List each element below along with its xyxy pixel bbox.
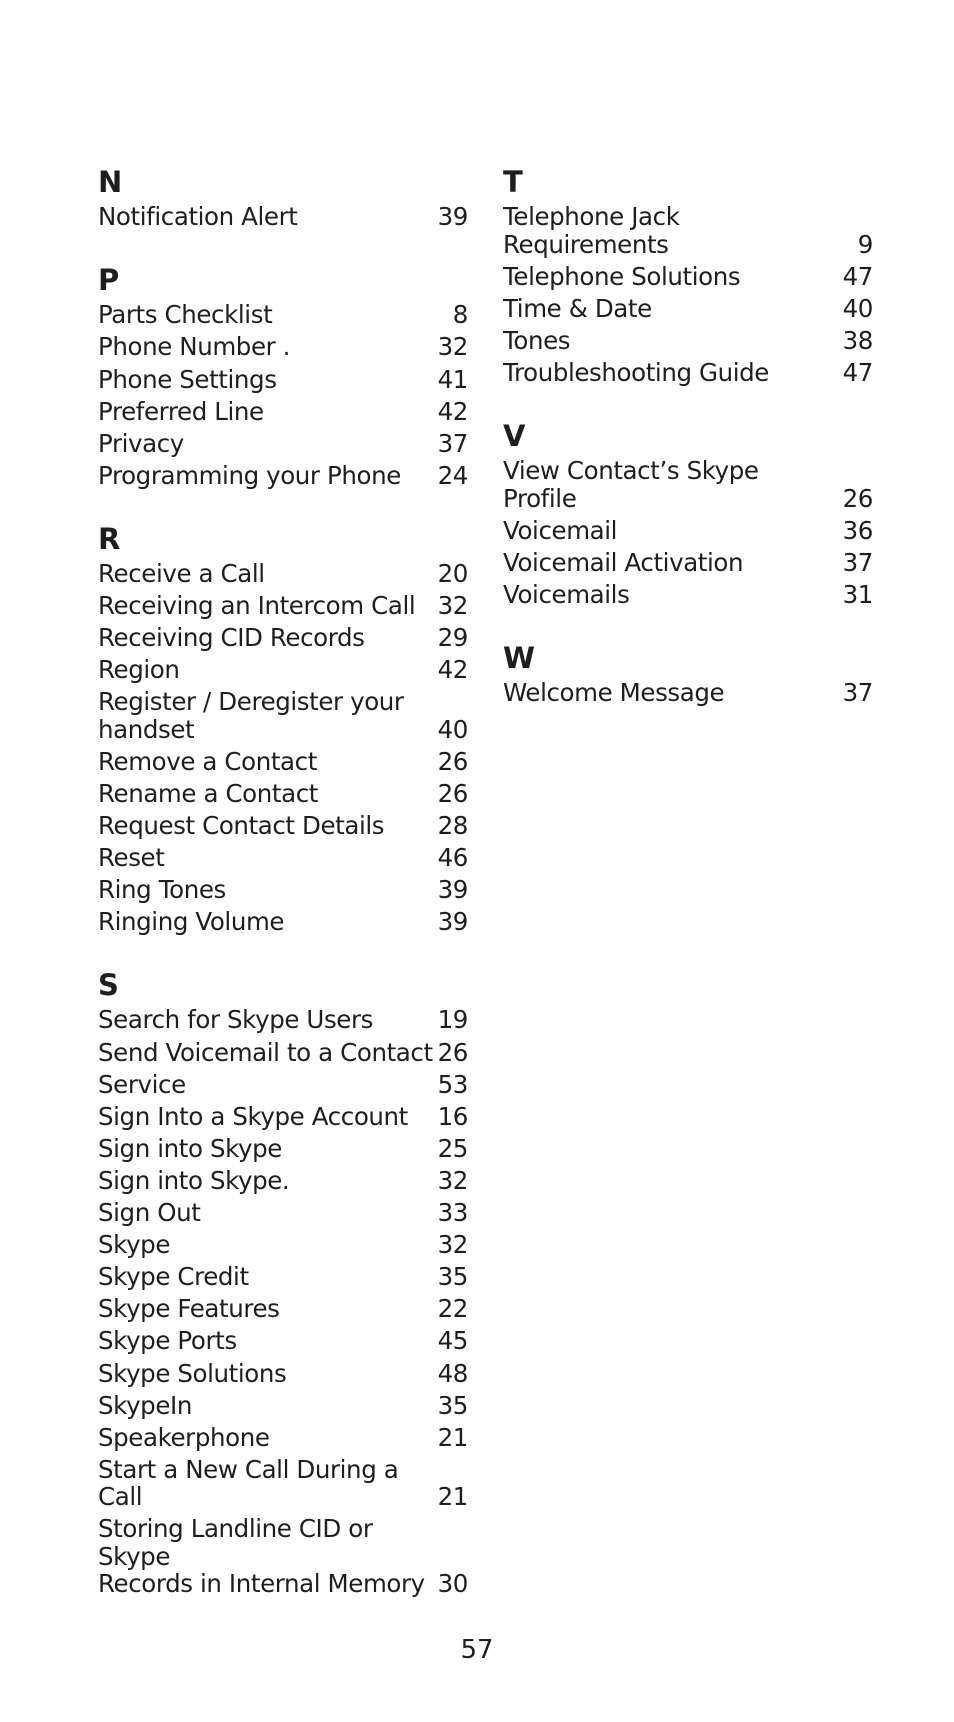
section-letter: P bbox=[98, 263, 120, 298]
section-letter: W bbox=[503, 640, 535, 675]
index-entry bbox=[503, 547, 873, 579]
index-entry bbox=[503, 677, 873, 709]
index-entry bbox=[98, 460, 468, 492]
index-entry bbox=[98, 1454, 468, 1514]
index-term: Speakerphone bbox=[98, 1422, 270, 1452]
index-section-n bbox=[98, 165, 468, 233]
index-term: Parts Checklist bbox=[98, 300, 273, 330]
index-term: Register / Deregister your handset bbox=[98, 687, 404, 744]
index-term: Start a New Call During a Call bbox=[98, 1454, 399, 1512]
index-entry bbox=[98, 1513, 468, 1600]
index-entry bbox=[98, 810, 468, 842]
index-page-ref: 40 bbox=[842, 293, 873, 323]
index-entry bbox=[98, 590, 468, 622]
index-section-t bbox=[503, 165, 873, 389]
index-term: Privacy bbox=[98, 428, 184, 458]
index-entry bbox=[98, 1133, 468, 1165]
index-page-ref: 9 bbox=[857, 229, 873, 259]
index-term: Time & Date bbox=[503, 293, 652, 323]
index-term: Troubleshooting Guide bbox=[503, 358, 769, 388]
index-term: Voicemails bbox=[503, 580, 630, 610]
index-column-left bbox=[98, 165, 468, 1630]
index-entry bbox=[503, 515, 873, 547]
index-section-r bbox=[98, 522, 468, 939]
index-section-s bbox=[98, 968, 468, 1600]
index-term: Service bbox=[98, 1069, 186, 1099]
index-page-ref: 26 bbox=[842, 483, 873, 513]
index-page-ref: 41 bbox=[437, 364, 468, 394]
index-page-ref: 36 bbox=[842, 515, 873, 545]
index-page-ref: 40 bbox=[437, 714, 468, 744]
index-page-ref: 8 bbox=[452, 300, 468, 330]
index-entry bbox=[98, 746, 468, 778]
index-term: Reset bbox=[98, 843, 165, 873]
index-page-ref: 21 bbox=[437, 1482, 468, 1512]
index-entry bbox=[503, 357, 873, 389]
index-term: Telephone Solutions bbox=[503, 261, 741, 291]
index-section-p bbox=[98, 263, 468, 492]
index-term: Preferred Line bbox=[98, 396, 264, 426]
index-page-ref: 32 bbox=[437, 591, 468, 621]
index-term: Remove a Contact bbox=[98, 746, 317, 776]
section-letter: N bbox=[98, 165, 123, 199]
index-term: Rename a Contact bbox=[98, 779, 318, 809]
index-entry bbox=[98, 842, 468, 874]
index-term: Voicemail bbox=[503, 515, 618, 545]
index-page-ref: 46 bbox=[437, 843, 468, 873]
index-term: Sign Out bbox=[98, 1198, 201, 1228]
index-page-ref: 32 bbox=[437, 332, 468, 362]
index-entry bbox=[503, 325, 873, 357]
index-term: SkypeIn bbox=[98, 1390, 192, 1420]
index-entry bbox=[98, 1421, 468, 1453]
index-page-ref: 26 bbox=[437, 746, 468, 776]
index-term: Receiving CID Records bbox=[98, 623, 365, 653]
index-entry bbox=[98, 299, 468, 331]
index-term: Voicemail Activation bbox=[503, 547, 744, 577]
index-term: Send Voicemail to a Contact bbox=[98, 1037, 433, 1067]
index-page-ref: 32 bbox=[437, 1165, 468, 1195]
index-term: Sign Into a Skype Account bbox=[98, 1101, 408, 1131]
index-page-ref: 24 bbox=[437, 460, 468, 490]
index-page-ref: 38 bbox=[842, 326, 873, 356]
index-page-ref: 31 bbox=[842, 580, 873, 610]
index-entry bbox=[98, 1229, 468, 1261]
index-page-ref: 20 bbox=[437, 558, 468, 588]
index-page-ref: 33 bbox=[437, 1198, 468, 1228]
index-term: Receive a Call bbox=[98, 558, 265, 588]
index-entry bbox=[503, 293, 873, 325]
index-term: Skype Credit bbox=[98, 1262, 249, 1292]
index-term: Welcome Message bbox=[503, 678, 725, 708]
index-page-ref: 47 bbox=[842, 358, 873, 388]
index-term: Tones bbox=[503, 326, 571, 356]
index-term: Receiving an Intercom Call bbox=[98, 591, 416, 621]
index-entry bbox=[98, 1357, 468, 1389]
index-page-ref: 37 bbox=[437, 428, 468, 458]
index-term: Notification Alert bbox=[98, 202, 298, 232]
index-entry bbox=[98, 1004, 468, 1036]
index-page-ref: 19 bbox=[437, 1005, 468, 1035]
index-entry bbox=[98, 906, 468, 938]
index-term: Ring Tones bbox=[98, 875, 226, 905]
section-letter: T bbox=[503, 165, 523, 199]
index-page-ref: 45 bbox=[437, 1326, 468, 1356]
index-entry bbox=[98, 363, 468, 395]
index-page-ref: 32 bbox=[437, 1230, 468, 1260]
index-section-v bbox=[503, 419, 873, 611]
index-term: Sign into Skype. bbox=[98, 1165, 290, 1195]
index-entry bbox=[503, 579, 873, 611]
index-page-ref: 42 bbox=[437, 396, 468, 426]
index-term: Skype Features bbox=[98, 1294, 280, 1324]
index-page-ref: 39 bbox=[437, 202, 468, 232]
index-page-ref: 26 bbox=[437, 779, 468, 809]
section-letter: V bbox=[503, 418, 526, 453]
index-page-ref: 28 bbox=[437, 811, 468, 841]
index-term: Sign into Skype bbox=[98, 1133, 282, 1163]
index-page-ref: 37 bbox=[842, 678, 873, 708]
index-entry bbox=[98, 427, 468, 459]
index-term: Ringing Volume bbox=[98, 907, 285, 937]
index-entry bbox=[98, 1325, 468, 1357]
index-entry bbox=[98, 331, 468, 363]
section-letter: S bbox=[98, 968, 119, 1003]
index-page-ref: 39 bbox=[437, 875, 468, 905]
index-entry bbox=[503, 201, 873, 261]
index-term: Phone Number . bbox=[98, 332, 291, 362]
section-letter: R bbox=[98, 521, 121, 556]
index-entry bbox=[503, 455, 873, 515]
index-page-ref: 47 bbox=[842, 261, 873, 291]
index-entry bbox=[98, 654, 468, 686]
index-page-ref: 48 bbox=[437, 1358, 468, 1388]
index-term: Search for Skype Users bbox=[98, 1005, 374, 1035]
index-entry bbox=[98, 1261, 468, 1293]
index-entry bbox=[98, 1389, 468, 1421]
index-term: Telephone Jack Requirements bbox=[503, 202, 680, 259]
index-entry bbox=[98, 1036, 468, 1068]
index-page-ref: 26 bbox=[437, 1037, 468, 1067]
index-page-ref: 30 bbox=[437, 1569, 468, 1599]
index-entry bbox=[98, 1068, 468, 1100]
index-entry bbox=[98, 1165, 468, 1197]
index-entry bbox=[98, 874, 468, 906]
index-term: Phone Settings bbox=[98, 364, 277, 394]
index-term: Skype bbox=[98, 1230, 170, 1260]
index-entry bbox=[503, 261, 873, 293]
index-page-ref: 22 bbox=[437, 1294, 468, 1324]
index-page-ref: 39 bbox=[437, 907, 468, 937]
index-entry bbox=[98, 1100, 468, 1132]
index-page-ref: 16 bbox=[437, 1101, 468, 1131]
index-page-ref: 21 bbox=[437, 1422, 468, 1452]
page-number: 57 bbox=[460, 1635, 494, 1665]
index-page-ref: 35 bbox=[437, 1262, 468, 1292]
index-page-ref: 25 bbox=[437, 1133, 468, 1163]
index-entry bbox=[98, 622, 468, 654]
index-term: Skype Solutions bbox=[98, 1358, 287, 1388]
index-term: Region bbox=[98, 655, 180, 685]
index-entry bbox=[98, 395, 468, 427]
index-entry bbox=[98, 686, 468, 746]
index-entry bbox=[98, 1197, 468, 1229]
index-entry bbox=[98, 558, 468, 590]
index-term: Skype Ports bbox=[98, 1326, 237, 1356]
index-entry bbox=[98, 778, 468, 810]
index-term: Request Contact Details bbox=[98, 811, 385, 841]
index-term: View Contact’s Skype Profile bbox=[503, 456, 759, 513]
index-page-ref: 35 bbox=[437, 1390, 468, 1420]
index-term: Programming your Phone bbox=[98, 460, 401, 490]
index-page-ref: 53 bbox=[437, 1069, 468, 1099]
index-entry bbox=[98, 1293, 468, 1325]
index-page-ref: 29 bbox=[437, 623, 468, 653]
index-page-ref: 42 bbox=[437, 655, 468, 685]
index-column-right bbox=[503, 165, 873, 739]
index-entry bbox=[98, 201, 468, 233]
index-section-w bbox=[503, 641, 873, 709]
index-term: Storing Landline CID or Skype Records in Internal Memory bbox=[98, 1514, 425, 1599]
index-page-ref: 37 bbox=[842, 547, 873, 577]
